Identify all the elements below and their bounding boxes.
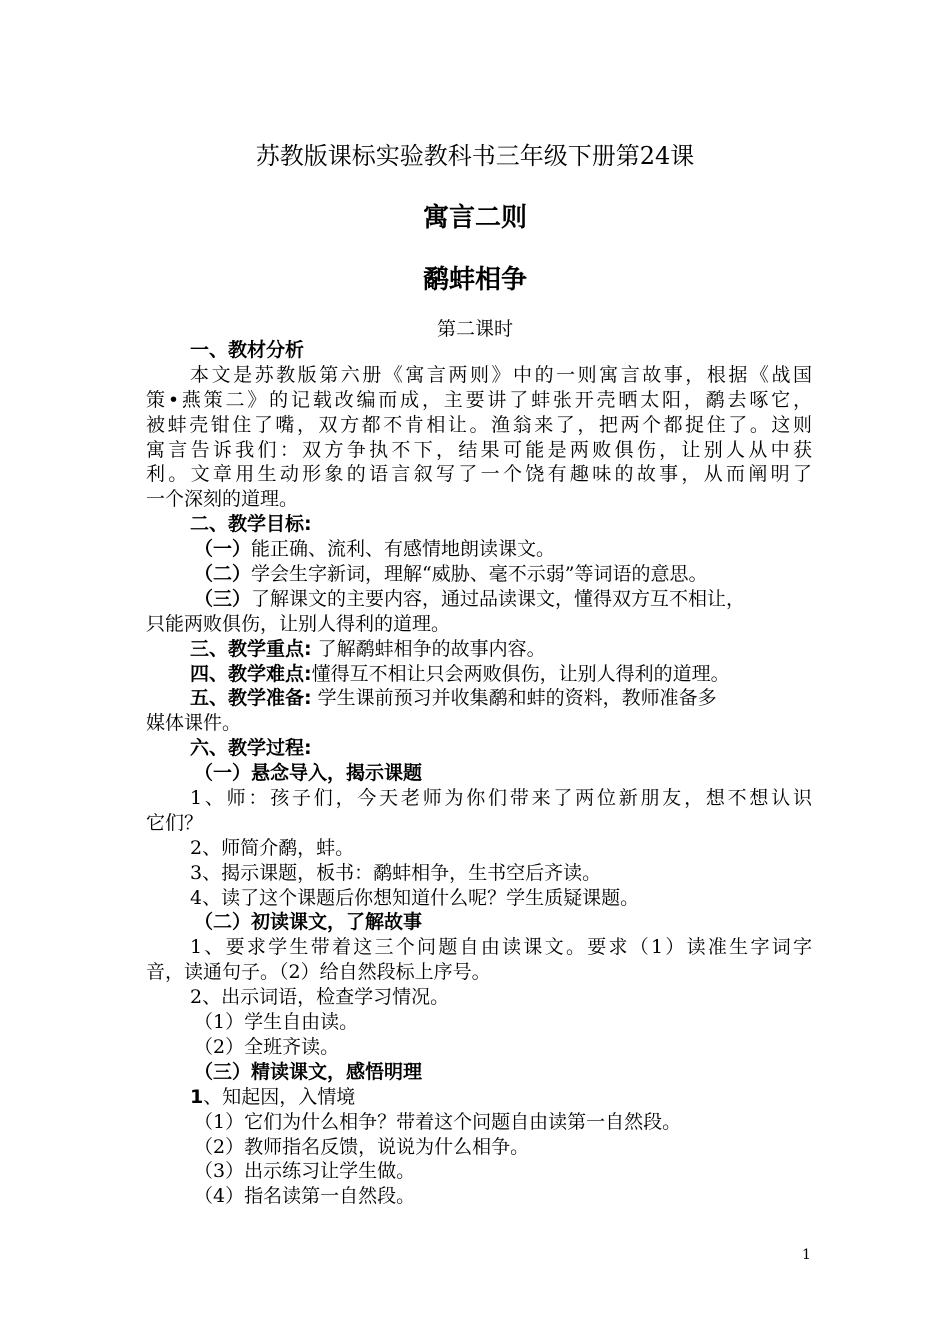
goal-item bbox=[146, 562, 812, 587]
goal-marker: （三） bbox=[194, 587, 252, 610]
goal-text: 了解课文的主要内容，通过品读课文，懂得双方互不相让， bbox=[251, 587, 746, 610]
goal-item bbox=[146, 537, 812, 562]
list-item bbox=[146, 1085, 812, 1110]
list-item: （1）它们为什么相争？带着这个问题自由读第一自然段。 bbox=[194, 1110, 682, 1133]
story-title: 鹬蚌相争 bbox=[422, 265, 527, 295]
page-number: 1 bbox=[802, 1247, 811, 1263]
paragraph-line: 利。文章用生动形象的语言叙写了一个饶有趣味的故事，从而阐明了 bbox=[146, 463, 812, 486]
paragraph-line: 一个深刻的道理。 bbox=[146, 488, 299, 511]
section-heading: 四、教学难点: bbox=[190, 662, 312, 685]
paragraph-line: 它们？ bbox=[146, 811, 204, 834]
section-text: 懂得互不相让只会两败俱伤，让别人得利的道理。 bbox=[311, 662, 730, 685]
section-text: 了解鹬蚌相争的故事内容。 bbox=[317, 637, 546, 660]
item-text: 、知起因，入情境 bbox=[203, 1085, 356, 1108]
section-item bbox=[146, 637, 812, 662]
paragraph-line: 策•燕策二》的记载改编而成，主要讲了蚌张开壳晒太阳，鹬去啄它， bbox=[146, 388, 812, 411]
section-heading: 一、教材分析 bbox=[190, 339, 305, 361]
lesson-label: 第二课时 bbox=[436, 318, 513, 340]
item-number: 1 bbox=[190, 1085, 204, 1108]
paragraph-line: 本文是苏教版第六册《寓言两则》中的一则寓言故事，根据《战国 bbox=[190, 363, 812, 386]
subsection-heading: （一）悬念导入，揭示课题 bbox=[194, 762, 423, 785]
section-heading: 二、教学目标: bbox=[190, 513, 312, 536]
paragraph-line: 音，读通句子。（2）给自然段标上序号。 bbox=[146, 961, 491, 984]
list-item: （2）教师指名反馈，说说为什么相争。 bbox=[194, 1135, 530, 1158]
section-item bbox=[146, 662, 812, 687]
list-item: 1、要求学生带着这三个问题自由读课文。要求（1）读准生字词字 bbox=[190, 936, 812, 959]
goal-item bbox=[146, 587, 812, 612]
paragraph-line: 寓言告诉我们：双方争执不下，结果可能是两败俱伤，让别人从中获 bbox=[146, 438, 812, 461]
subsection-heading: （二）初读课文，了解故事 bbox=[194, 911, 423, 934]
section-heading: 五、教学准备: bbox=[190, 687, 312, 710]
paragraph-line: 只能两败俱伤，让别人得利的道理。 bbox=[146, 612, 451, 635]
paragraph-line: 媒体课件。 bbox=[146, 712, 242, 735]
section-heading: 六、教学过程: bbox=[190, 737, 312, 760]
goal-text: 能正确、流利、有感情地朗读课文。 bbox=[251, 538, 556, 561]
document-title: 寓言二则 bbox=[422, 203, 527, 233]
list-item: 2、师简介鹬，蚌。 bbox=[190, 836, 355, 859]
series-header: 苏教版课标实验教科书三年级下册第24课 bbox=[255, 142, 695, 170]
list-item: （2）全班齐读。 bbox=[194, 1035, 340, 1058]
goal-marker: （二） bbox=[194, 563, 252, 586]
list-item: （4）指名读第一自然段。 bbox=[194, 1185, 416, 1208]
list-item: 3、揭示课题，板书：鹬蚌相争，生书空后齐读。 bbox=[190, 861, 602, 884]
subsection-heading: （三）精读课文，感悟明理 bbox=[194, 1060, 423, 1083]
document-body bbox=[146, 338, 812, 1209]
paragraph-line: 被蚌壳钳住了嘴，双方都不肯相让。渔翁来了，把两个都捉住了。这则 bbox=[146, 413, 812, 436]
list-item: 4、读了这个课题后你想知道什么呢？学生质疑课题。 bbox=[190, 886, 640, 909]
section-item bbox=[146, 686, 812, 711]
section-text: 学生课前预习并收集鹬和蚌的资料，教师准备多 bbox=[317, 687, 717, 710]
list-item: 2、出示词语，检查学习情况。 bbox=[190, 986, 450, 1009]
section-heading: 三、教学重点: bbox=[190, 637, 312, 660]
list-item: 1、师：孩子们，今天老师为你们带来了两位新朋友，想不想认识 bbox=[190, 787, 812, 810]
goal-text: 学会生字新词，理解“威胁、毫不示弱”等词语的意思。 bbox=[251, 563, 708, 586]
goal-marker: （一） bbox=[194, 538, 252, 561]
list-item: （1）学生自由读。 bbox=[194, 1011, 359, 1034]
list-item: （3）出示练习让学生做。 bbox=[194, 1160, 416, 1183]
